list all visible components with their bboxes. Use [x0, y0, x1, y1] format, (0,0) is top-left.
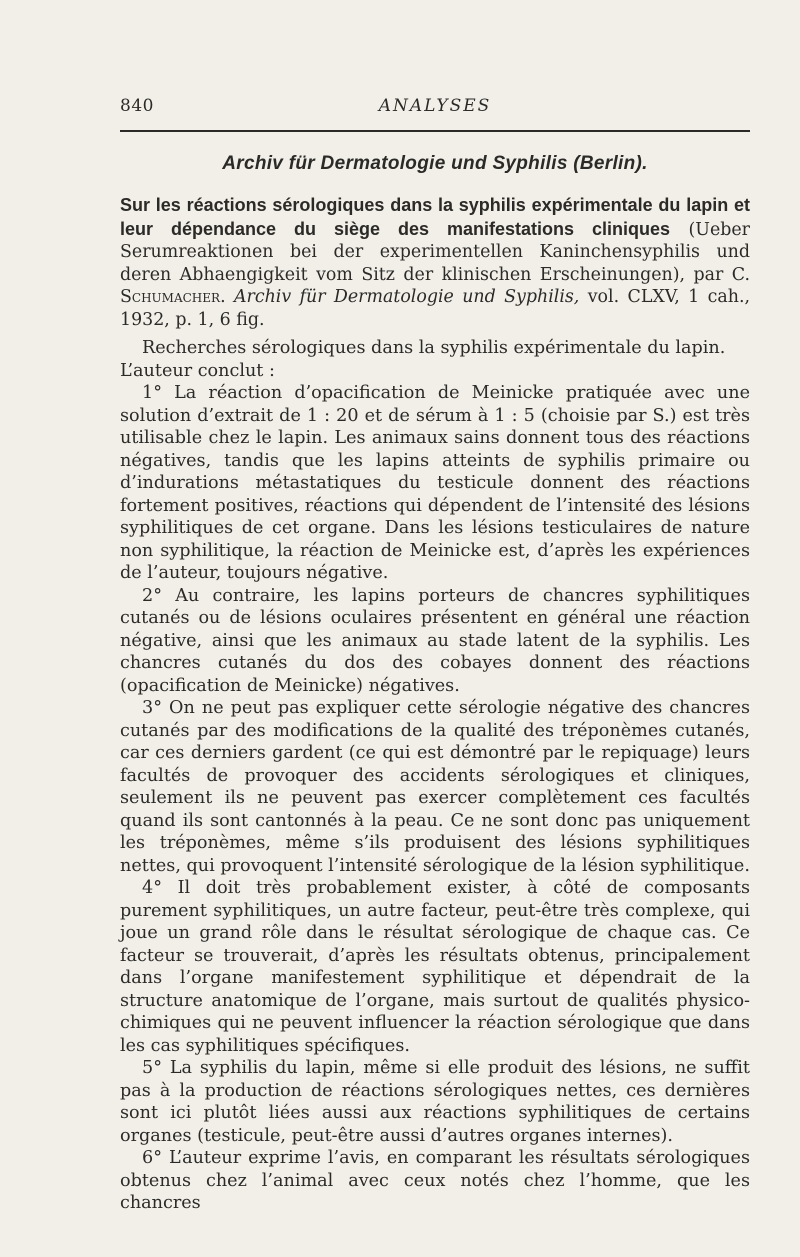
article-source-journal: Archiv für Dermatologie und Syphilis, — [225, 287, 580, 307]
header-rule — [120, 130, 750, 132]
running-head — [120, 96, 750, 126]
paragraph-point-3: 3° On ne peut pas expliquer cette sérologie négative des chancres cutanés par des modifications de la qualité des tréponèmes cutanés, car ces derniers gardent (ce qui est démontré par le repiquage) leurs facultés de provoquer des accidents sérologiques et cliniques, seulement ils ne peuvent pas exercer complètement ces facultés quand ils sont cantonnés à la peau. Ce ne sont donc pas uniquement les tréponèmes, même s’ils produisent des lésions syphilitiques nettes, qui provoquent l’intensité sérologique de la lésion syphilitique. — [120, 698, 750, 876]
paragraph-point-6: 6° L’auteur exprime l’avis, en comparant les résultats sérologiques obtenus chez l’animal avec ceux notés chez l’homme, que les chancres — [120, 1148, 750, 1213]
paragraph-intro: Recherches sérologiques dans la syphilis expérimentale du lapin. — [142, 338, 726, 358]
section-heading: ANALYSES — [378, 96, 492, 116]
article-title-bold: Sur les réactions sérologiques dans la syphilis expérimentale du lapin et leur dépendance du siège des manifestations cliniques — [120, 195, 750, 239]
paragraph-point-2: 2° Au contraire, les lapins porteurs de chancres syphilitiques cutanés ou de lésions oculaires présentent en général une réaction négative, ainsi que les animaux au stade latent de la syphilis. Les chancres cutanés du dos des cobayes donnent des réactions (opacification de Meinicke) négatives. — [120, 585, 750, 696]
paragraph-point-5: 5° La syphilis du lapin, même si elle produit des lésions, ne suffit pas à la production de réactions sérologiques nettes, ces dernières sont ici plutôt liées aussi aux réactions syphilitiques de certains organes (testicule, peut-être aussi d’autres organes internes). — [120, 1058, 750, 1146]
article-title-original: (Ueber Serumreaktionen bei der experimentellen Kaninchensyphilis und deren Abhaengigkeit vom Sitz der klinischen Erscheinungen), par C. — [120, 219, 750, 285]
article-author: Schumacher. — [120, 287, 226, 307]
article-title — [104, 194, 750, 331]
paragraph-point-4: 4° Il doit très probablement exister, à côté de composants purement syphilitiques, un autre facteur, peut-être très complexe, qui joue un grand rôle dans le résultat sérologique de chaque cas. Ce facteur se trouverait, d’après les résultats obtenus, principalement dans l’organe manifestement syphilitique et dépendrait de la structure anatomique de l’organe, mais surtout de qualités physico-chimiques qui ne peuvent influencer la réaction sérologique que dans les cas syphilitiques spécifiques. — [120, 878, 750, 1056]
page-number: 840 — [120, 96, 154, 116]
journal-title: Archiv für Dermatologie und Syphilis (Berlin). — [222, 153, 648, 174]
paragraph-point-1: 1° La réaction d’opacification de Meinicke pratiquée avec une solution d’extrait de 1 : 20 et de sérum à 1 : 5 (choisie par S.) est très utilisable chez le lapin. Les animaux sains donnent tous des réactions négatives, tandis que les lapins atteints de syphilis primaire ou d’indurations métastatiques du testicule donnent des réactions fortement positives, réactions qui dépendent de l’intensité des lésions syphilitiques de cet organe. Dans les lésions testiculaires de nature non syphilitique, la réaction de Meinicke est, d’après les expériences de l’auteur, toujours négative. — [120, 383, 750, 583]
article-body — [120, 194, 750, 1215]
article-source-details: vol. CLXV, 1 cah., 1932, p. 1, 6 fig. — [120, 287, 750, 330]
paragraph-conclusion-lead: L’auteur conclut : — [120, 360, 275, 381]
